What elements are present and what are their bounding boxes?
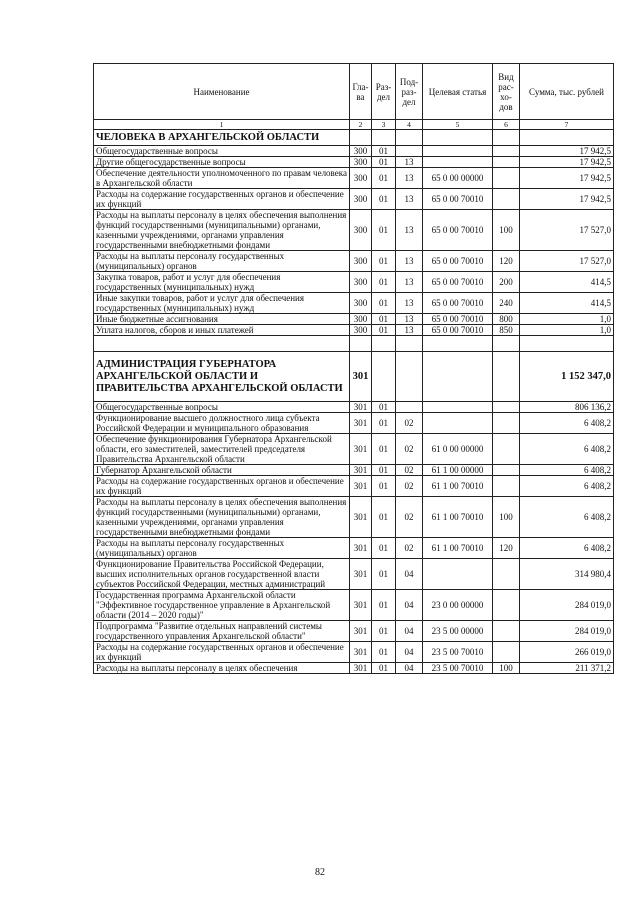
table-row [94, 538, 614, 559]
row-sum: 17 527,0 [520, 210, 614, 251]
row-sum: 266 019,0 [520, 642, 614, 663]
colnum: 1 [94, 120, 350, 130]
row-podrazdel: 02 [396, 434, 423, 465]
header-sum: Сумма, тыс. рублей [520, 64, 614, 120]
row-target: 61 0 00 00000 [423, 434, 493, 465]
row-vid: 100 [493, 663, 520, 674]
row-podrazdel: 13 [396, 168, 423, 189]
row-podrazdel [396, 146, 423, 157]
row-sum: 1,0 [520, 314, 614, 325]
row-podrazdel: 02 [396, 538, 423, 559]
row-glava: 301 [350, 642, 372, 663]
row-target: 65 0 00 70010 [423, 189, 493, 210]
row-sum: 284 019,0 [520, 590, 614, 621]
row-target [423, 157, 493, 168]
row-glava: 300 [350, 157, 372, 168]
row-glava: 301 [350, 497, 372, 538]
column-number-row [94, 120, 614, 130]
row-razdel: 01 [372, 157, 396, 168]
row-razdel: 01 [372, 210, 396, 251]
row-vid [493, 402, 520, 413]
row-name: Расходы на выплаты персоналу в целях обеспечения [94, 663, 350, 674]
section-title: ЧЕЛОВЕКА В АРХАНГЕЛЬСКОЙ ОБЛАСТИ [94, 130, 350, 146]
row-podrazdel: 04 [396, 590, 423, 621]
section-sum: 1 152 347,0 [520, 352, 614, 402]
row-name: Функционирование высшего должностного лица субъекта Российской Федерации и муниципального образования [94, 413, 350, 434]
row-target: 65 0 00 70010 [423, 314, 493, 325]
row-sum: 6 408,2 [520, 465, 614, 476]
row-glava: 301 [350, 402, 372, 413]
row-razdel: 01 [372, 434, 396, 465]
row-razdel: 01 [372, 590, 396, 621]
row-podrazdel: 13 [396, 325, 423, 336]
row-razdel: 01 [372, 621, 396, 642]
row-podrazdel: 04 [396, 621, 423, 642]
row-glava: 300 [350, 146, 372, 157]
row-name: Иные закупки товаров, работ и услуг для обеспечения государственных (муниципальных) нужд [94, 293, 350, 314]
row-sum: 284 019,0 [520, 621, 614, 642]
row-vid: 240 [493, 293, 520, 314]
row-name: Обеспечение деятельности уполномоченного по правам человека в Архангельской области [94, 168, 350, 189]
row-vid: 200 [493, 272, 520, 293]
table-row [94, 559, 614, 590]
row-target: 65 0 00 70010 [423, 293, 493, 314]
row-glava: 300 [350, 168, 372, 189]
row-target: 23 0 00 00000 [423, 590, 493, 621]
row-name: Расходы на выплаты персоналу в целях обеспечения выполнения функций государственными (муниципальными) органами, казенными учреждениями, органами управления государственными внебюджетными фондами [94, 497, 350, 538]
row-glava: 300 [350, 272, 372, 293]
row-target: 61 1 00 70010 [423, 476, 493, 497]
colnum: 3 [372, 120, 396, 130]
row-sum: 6 408,2 [520, 434, 614, 465]
table-row [94, 168, 614, 189]
row-name: Закупка товаров, работ и услуг для обеспечения государственных (муниципальных) нужд [94, 272, 350, 293]
row-target: 65 0 00 00000 [423, 168, 493, 189]
row-razdel: 01 [372, 663, 396, 674]
row-target: 23 5 00 70010 [423, 663, 493, 674]
row-name: Другие общегосударственные вопросы [94, 157, 350, 168]
row-podrazdel: 04 [396, 559, 423, 590]
row-target: 61 1 00 00000 [423, 465, 493, 476]
row-glava: 301 [350, 538, 372, 559]
row-name: Губернатор Архангельской области [94, 465, 350, 476]
row-razdel: 01 [372, 642, 396, 663]
row-podrazdel: 13 [396, 251, 423, 272]
row-glava: 301 [350, 413, 372, 434]
row-sum: 211 371,2 [520, 663, 614, 674]
row-sum: 17 942,5 [520, 157, 614, 168]
section-title: АДМИНИСТРАЦИЯ ГУБЕРНАТОРА АРХАНГЕЛЬСКОЙ ОБЛАСТИ И ПРАВИТЕЛЬСТВА АРХАНГЕЛЬСКОЙ ОБЛАСТИ [94, 352, 350, 402]
row-podrazdel: 13 [396, 157, 423, 168]
row-glava: 300 [350, 314, 372, 325]
section-row [94, 352, 614, 402]
row-name: Иные бюджетные ассигнования [94, 314, 350, 325]
row-sum: 17 942,5 [520, 168, 614, 189]
row-podrazdel: 02 [396, 413, 423, 434]
row-sum: 414,5 [520, 272, 614, 293]
row-razdel: 01 [372, 559, 396, 590]
row-target [423, 413, 493, 434]
table-row [94, 325, 614, 336]
section-glava: 301 [350, 352, 372, 402]
header-razdel: Раз-дел [372, 64, 396, 120]
row-target [423, 559, 493, 590]
colnum: 5 [423, 120, 493, 130]
row-glava: 300 [350, 325, 372, 336]
table-row [94, 272, 614, 293]
row-name: Расходы на содержание государственных органов и обеспечение их функций [94, 189, 350, 210]
row-razdel: 01 [372, 272, 396, 293]
row-vid [493, 642, 520, 663]
row-sum: 6 408,2 [520, 538, 614, 559]
header-name: Наименование [94, 64, 350, 120]
row-name: Расходы на выплаты персоналу в целях обеспечения выполнения функций государственными (муниципальными) органами, казенными учреждениями, органами управления государственными внебюджетными фондами [94, 210, 350, 251]
row-razdel: 01 [372, 465, 396, 476]
row-target: 65 0 00 70010 [423, 251, 493, 272]
table-row [94, 293, 614, 314]
row-vid: 120 [493, 251, 520, 272]
row-sum: 1,0 [520, 325, 614, 336]
header-row [94, 64, 614, 120]
row-glava: 301 [350, 476, 372, 497]
row-podrazdel [396, 402, 423, 413]
row-target: 61 1 00 70010 [423, 497, 493, 538]
header-podrazdel: Под-раз-дел [396, 64, 423, 120]
row-razdel: 01 [372, 189, 396, 210]
row-name: Общегосударственные вопросы [94, 146, 350, 157]
row-sum: 17 942,5 [520, 146, 614, 157]
table-row [94, 497, 614, 538]
row-razdel: 01 [372, 325, 396, 336]
table-row [94, 413, 614, 434]
row-podrazdel: 13 [396, 314, 423, 325]
table-row [94, 210, 614, 251]
row-vid [493, 590, 520, 621]
table-row [94, 146, 614, 157]
row-name: Функционирование Правительства Российской Федерации, высших исполнительных органов государственной власти субъектов Российской Федерации, местных администраций [94, 559, 350, 590]
row-podrazdel: 13 [396, 210, 423, 251]
row-glava: 301 [350, 434, 372, 465]
table-row [94, 642, 614, 663]
header-glava: Гла-ва [350, 64, 372, 120]
table-row [94, 189, 614, 210]
row-target: 65 0 00 70010 [423, 210, 493, 251]
table-row [94, 402, 614, 413]
row-sum: 17 527,0 [520, 251, 614, 272]
row-vid: 100 [493, 210, 520, 251]
row-razdel: 01 [372, 168, 396, 189]
table-row [94, 314, 614, 325]
row-glava: 300 [350, 251, 372, 272]
row-glava: 301 [350, 465, 372, 476]
row-razdel: 01 [372, 413, 396, 434]
row-razdel: 01 [372, 293, 396, 314]
row-vid [493, 413, 520, 434]
row-sum: 6 408,2 [520, 476, 614, 497]
row-podrazdel: 04 [396, 663, 423, 674]
row-vid [493, 621, 520, 642]
row-target: 65 0 00 70010 [423, 325, 493, 336]
row-sum: 17 942,5 [520, 189, 614, 210]
row-razdel: 01 [372, 497, 396, 538]
colnum: 4 [396, 120, 423, 130]
section-row [94, 130, 614, 146]
spacer-row [94, 336, 614, 352]
row-vid [493, 434, 520, 465]
row-podrazdel: 13 [396, 272, 423, 293]
row-glava: 300 [350, 210, 372, 251]
row-glava: 301 [350, 621, 372, 642]
row-podrazdel: 13 [396, 293, 423, 314]
row-vid [493, 465, 520, 476]
row-vid [493, 476, 520, 497]
row-name: Обеспечение функционирования Губернатора Архангельской области, его заместителей, заместителей председателя Правительства Архангельской области [94, 434, 350, 465]
row-glava: 300 [350, 293, 372, 314]
row-name: Расходы на выплаты персоналу государственных (муниципальных) органов [94, 251, 350, 272]
row-vid: 800 [493, 314, 520, 325]
row-glava: 301 [350, 559, 372, 590]
row-podrazdel: 02 [396, 465, 423, 476]
row-name: Подпрограмма "Развитие отдельных направлений системы государственного управления Архангельской области" [94, 621, 350, 642]
header-target: Целевая статья [423, 64, 493, 120]
table-row [94, 157, 614, 168]
row-sum: 314 980,4 [520, 559, 614, 590]
table-row [94, 476, 614, 497]
row-target: 61 1 00 70010 [423, 538, 493, 559]
row-podrazdel: 02 [396, 497, 423, 538]
header-vid: Вид рас-хо-дов [493, 64, 520, 120]
row-vid: 120 [493, 538, 520, 559]
row-sum: 6 408,2 [520, 413, 614, 434]
row-glava: 301 [350, 663, 372, 674]
row-vid [493, 157, 520, 168]
row-vid [493, 146, 520, 157]
table-row [94, 434, 614, 465]
row-vid [493, 168, 520, 189]
row-podrazdel: 13 [396, 189, 423, 210]
row-razdel: 01 [372, 251, 396, 272]
row-target: 23 5 00 00000 [423, 621, 493, 642]
row-name: Расходы на содержание государственных органов и обеспечение их функций [94, 476, 350, 497]
row-razdel: 01 [372, 402, 396, 413]
row-name: Государственная программа Архангельской области "Эффективное государственное управление в Архангельской области (2014 – 2020 годы)" [94, 590, 350, 621]
row-target [423, 402, 493, 413]
colnum: 2 [350, 120, 372, 130]
row-glava: 301 [350, 590, 372, 621]
row-sum: 6 408,2 [520, 497, 614, 538]
colnum: 6 [493, 120, 520, 130]
page-number: 82 [315, 867, 325, 878]
section1-rows [94, 146, 614, 336]
row-name: Уплата налогов, сборов и иных платежей [94, 325, 350, 336]
table-row [94, 590, 614, 621]
row-sum: 806 136,2 [520, 402, 614, 413]
row-name: Расходы на выплаты персоналу государственных (муниципальных) органов [94, 538, 350, 559]
table-row [94, 465, 614, 476]
row-vid [493, 189, 520, 210]
row-podrazdel: 02 [396, 476, 423, 497]
row-sum: 414,5 [520, 293, 614, 314]
row-target [423, 146, 493, 157]
table-row [94, 663, 614, 674]
table-row [94, 251, 614, 272]
budget-table [93, 63, 614, 674]
row-name: Общегосударственные вопросы [94, 402, 350, 413]
row-target: 23 5 00 70010 [423, 642, 493, 663]
table-row [94, 621, 614, 642]
row-razdel: 01 [372, 314, 396, 325]
row-vid [493, 559, 520, 590]
row-target: 65 0 00 70010 [423, 272, 493, 293]
section2-rows [94, 402, 614, 674]
colnum: 7 [520, 120, 614, 130]
row-razdel: 01 [372, 476, 396, 497]
row-glava: 300 [350, 189, 372, 210]
row-razdel: 01 [372, 146, 396, 157]
row-podrazdel: 04 [396, 642, 423, 663]
row-vid: 100 [493, 497, 520, 538]
row-vid: 850 [493, 325, 520, 336]
row-name: Расходы на содержание государственных органов и обеспечение их функций [94, 642, 350, 663]
row-razdel: 01 [372, 538, 396, 559]
